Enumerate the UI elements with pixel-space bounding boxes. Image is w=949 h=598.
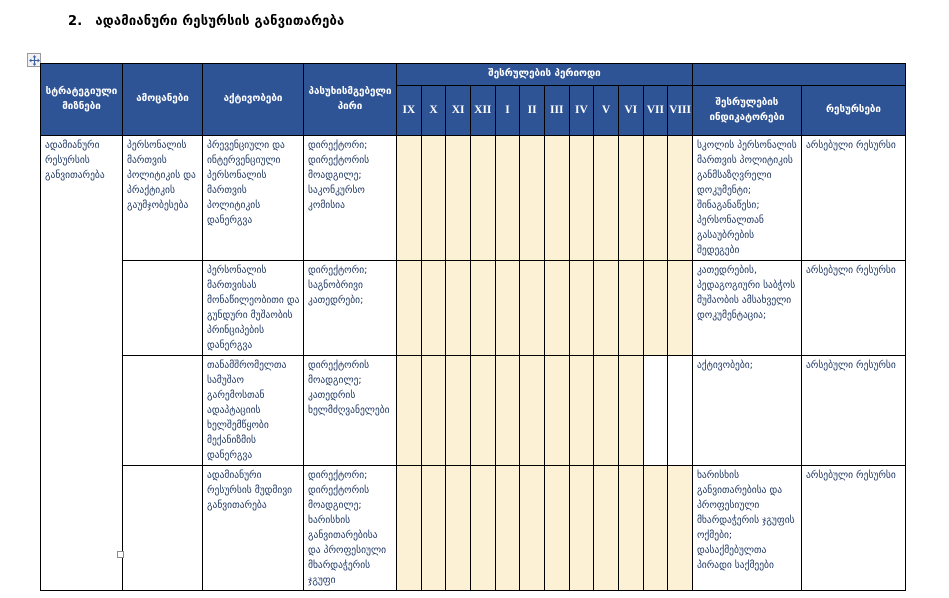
section-title (68, 14, 344, 29)
month-cell-VII (643, 136, 668, 261)
table-move-handle[interactable] (27, 53, 41, 67)
month-cell-IV (569, 356, 594, 466)
month-header-VI: VI (618, 86, 643, 136)
month-cell-I (495, 261, 520, 356)
task-cell (123, 466, 203, 591)
month-header-VIII: VIII (668, 86, 693, 136)
indicator-cell: აქტივობები; (692, 356, 801, 466)
month-header-II: II (520, 86, 545, 136)
month-cell-II (520, 136, 545, 261)
month-cell-X (421, 261, 446, 356)
activity-cell: პერსონალის მართვისას მონაწილეობითი და გუნდური მუშაობის პრინციპების დანერგვა (203, 261, 304, 356)
month-header-I: I (495, 86, 520, 136)
month-header-III: III (544, 86, 569, 136)
month-cell-VII (643, 356, 668, 466)
header-resources: რესურსები (801, 86, 905, 136)
month-cell-II (520, 466, 545, 591)
month-cell-X (421, 466, 446, 591)
resources-cell: არსებული რესურსი (801, 261, 905, 356)
month-cell-III (544, 466, 569, 591)
month-cell-VI (618, 261, 643, 356)
month-cell-XII (470, 356, 495, 466)
month-cell-VI (618, 136, 643, 261)
month-cell-XI (446, 261, 471, 356)
month-cell-XII (470, 466, 495, 591)
table-row (41, 261, 906, 356)
table-row (41, 356, 906, 466)
task-cell (123, 261, 203, 356)
table-row (41, 136, 906, 261)
month-cell-IX (397, 356, 422, 466)
month-cell-II (520, 356, 545, 466)
resources-cell: არსებული რესურსი (801, 466, 905, 591)
month-cell-IV (569, 466, 594, 591)
activity-cell: თანამშრომელთა სამუშაო გარემოსთან ადაპტაციის ხელშემწყობი მექანიზმის დანერგვა (203, 356, 304, 466)
month-cell-II (520, 261, 545, 356)
month-cell-IX (397, 466, 422, 591)
section-number: 2. (68, 14, 83, 29)
month-cell-VII (643, 261, 668, 356)
month-cell-IV (569, 261, 594, 356)
header-responsible-person: პასუხისმგებელი პირი (304, 64, 397, 136)
month-cell-X (421, 136, 446, 261)
header-execution-indicator: შესრულების ინდიკატორები (692, 86, 801, 136)
task-cell (123, 356, 203, 466)
header-empty-cell (692, 64, 905, 86)
month-cell-XI (446, 136, 471, 261)
resources-cell: არსებული რესურსი (801, 136, 905, 261)
month-cell-V (594, 261, 619, 356)
month-cell-I (495, 466, 520, 591)
month-cell-III (544, 356, 569, 466)
month-header-IX: IX (397, 86, 422, 136)
responsible-cell: დირექტორი; დირექტორის მოადგილე; საკონკურსო კომისია (304, 136, 397, 261)
activity-cell: პრევენციული და ინტერვენციული პერსონალის მართვის პოლიტიკის დანერგვა (203, 136, 304, 261)
month-cell-VIII (668, 356, 693, 466)
month-header-V: V (594, 86, 619, 136)
month-header-X: X (421, 86, 446, 136)
month-cell-IV (569, 136, 594, 261)
responsible-cell: დირექტორი; დირექტორის მოადგილე; ხარისხის განვითარებისა და პროფესიული მხარდაჭერის ჯგუფი (304, 466, 397, 591)
month-cell-XI (446, 466, 471, 591)
month-header-VII: VII (643, 86, 668, 136)
month-header-XI: XI (446, 86, 471, 136)
resources-cell: არსებული რესურსი (801, 356, 905, 466)
month-cell-III (544, 136, 569, 261)
month-cell-VIII (668, 466, 693, 591)
month-cell-V (594, 356, 619, 466)
month-cell-I (495, 356, 520, 466)
month-cell-VIII (668, 136, 693, 261)
month-cell-V (594, 466, 619, 591)
month-cell-V (594, 136, 619, 261)
responsible-cell: დირექტორი; საგნობრივი კათედრები; (304, 261, 397, 356)
task-cell: პერსონალის მართვის პოლიტიკის და პრაქტიკის გაუმჯობესება (123, 136, 203, 261)
month-cell-X (421, 356, 446, 466)
month-cell-III (544, 261, 569, 356)
section-title-text: ადამიანური რესურსის განვითარება (95, 14, 345, 29)
month-cell-VII (643, 466, 668, 591)
indicator-cell: ხარისხის განვითარებისა და პროფესიული მხარდაჭერის ჯგუფის ოქმები; დასაქმებულთა პირადი საქმეები (692, 466, 801, 591)
header-activities: აქტივობები (203, 64, 304, 136)
month-header-XII: XII (470, 86, 495, 136)
responsible-cell: დირექტორის მოადგილე; კათედრის ხელმძღვანელები (304, 356, 397, 466)
month-cell-XII (470, 136, 495, 261)
header-execution-period: შესრულების პერიოდი (397, 64, 693, 86)
move-arrows-icon (29, 55, 40, 66)
indicator-cell: კათედრების, პედაგოგიური საბჭოს მუშაობის ამსახველი დოკუმენტაცია; (692, 261, 801, 356)
header-row-top (41, 64, 906, 86)
month-cell-VIII (668, 261, 693, 356)
header-strategic-goals: სტრატეგიული მიზნები (41, 64, 123, 136)
month-cell-IX (397, 261, 422, 356)
table-row (41, 466, 906, 591)
month-cell-I (495, 136, 520, 261)
activity-cell: ადამიანური რესურსის მუდმივი განვითარება (203, 466, 304, 591)
strategic-goal-cell: ადამიანური რესურსის განვითარება (41, 136, 123, 591)
table-resize-handle[interactable] (117, 551, 124, 558)
indicator-cell: სკოლის პერსონალის მართვის პოლიტიკის განმსაზღვრელი დოკუმენტი; შინაგანაწესი; პერსონალთან გასაუბრების შედეგები (692, 136, 801, 261)
month-cell-IX (397, 136, 422, 261)
month-cell-XI (446, 356, 471, 466)
month-cell-VI (618, 356, 643, 466)
month-cell-VI (618, 466, 643, 591)
month-header-IV: IV (569, 86, 594, 136)
month-cell-XII (470, 261, 495, 356)
action-plan-table (40, 63, 906, 591)
header-tasks: ამოცანები (123, 64, 203, 136)
